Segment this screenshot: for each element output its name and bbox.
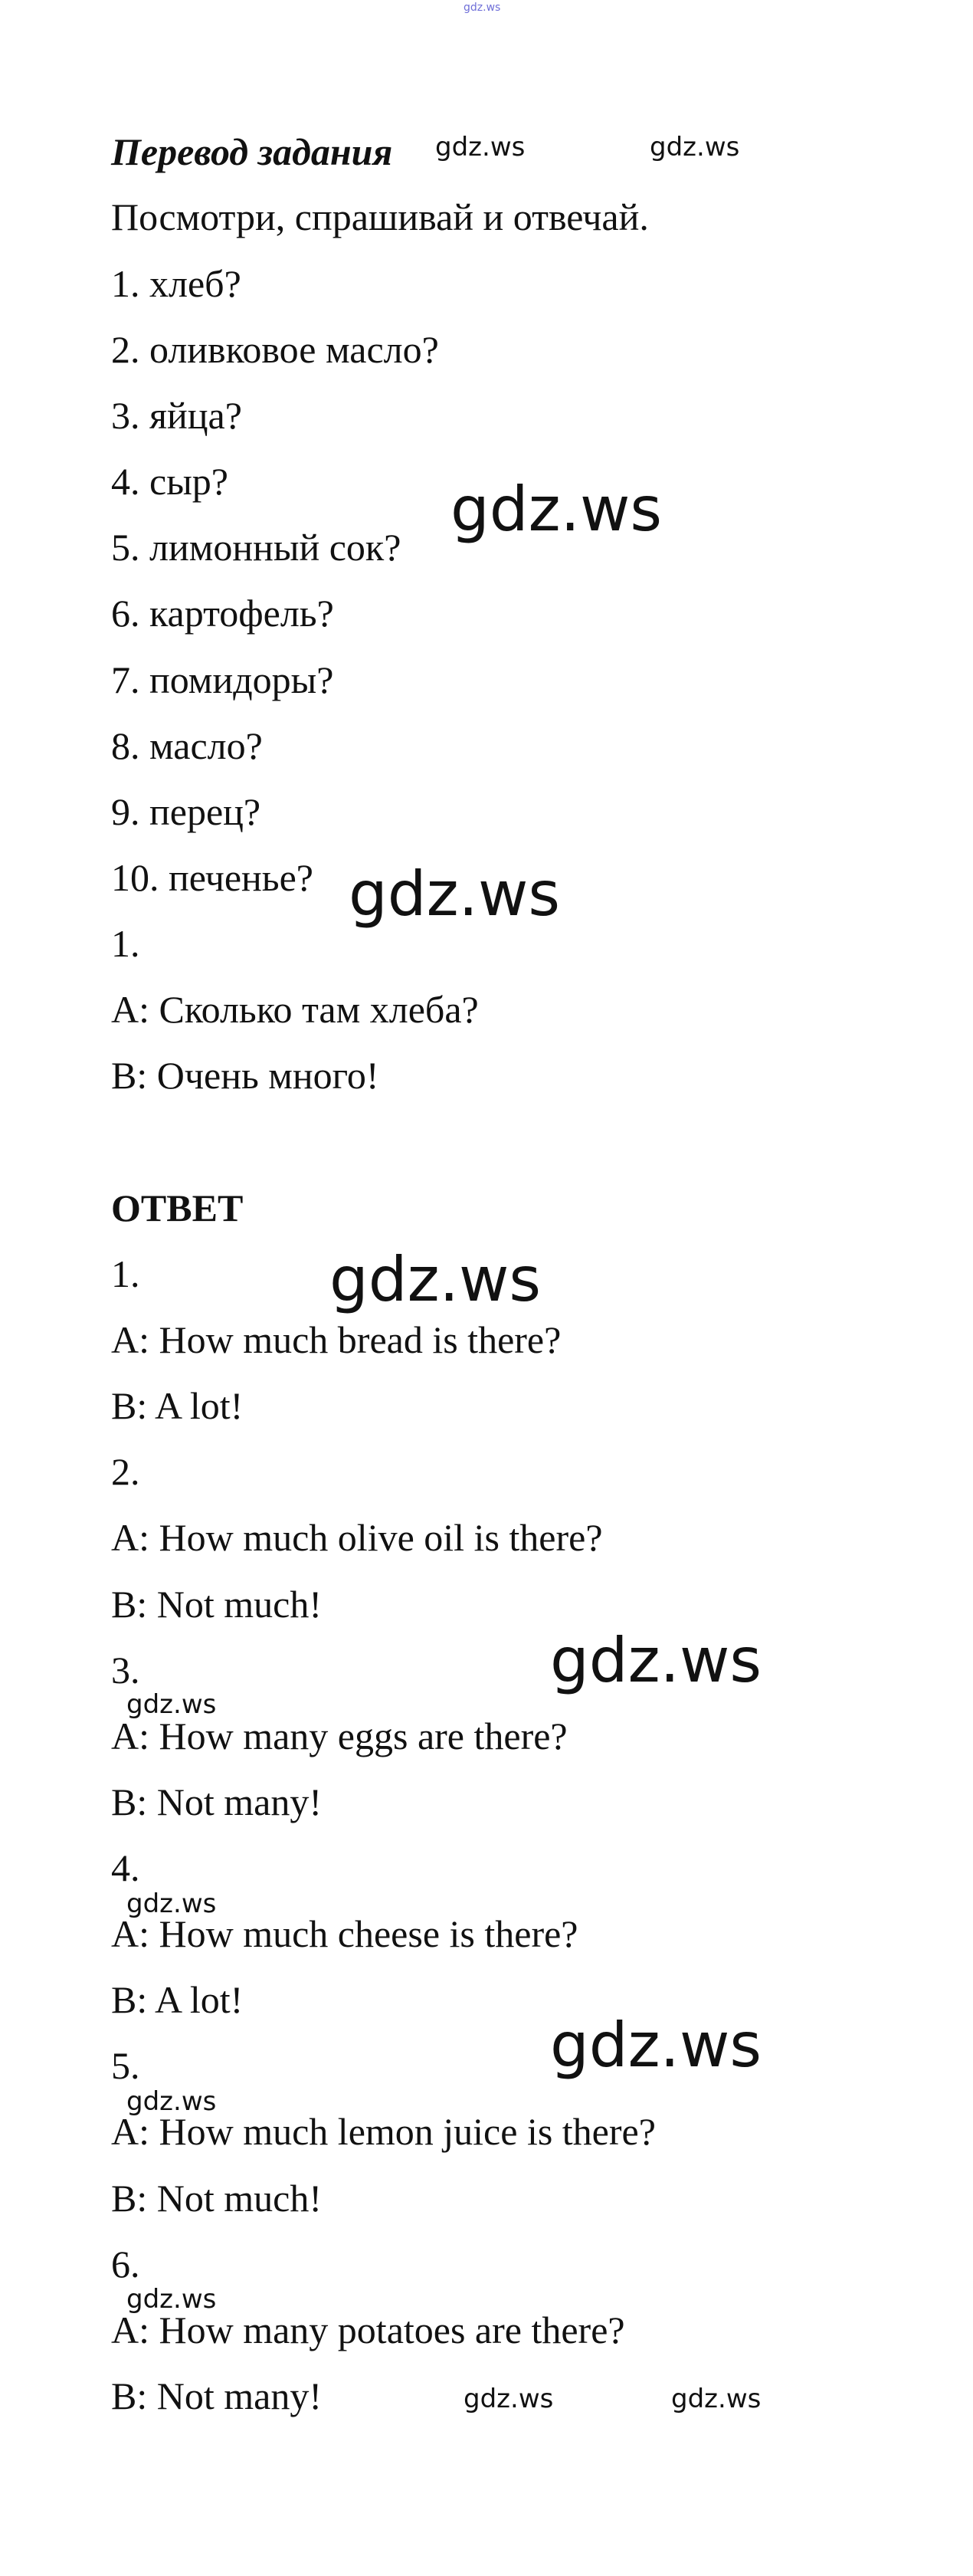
dialogue-number: 3. (111, 1649, 140, 1692)
dialogue-answer: B: Not much! (111, 2177, 322, 2220)
task-item: 10. печенье? (111, 856, 313, 899)
dialogue-question: A: How much cheese is there? (111, 1912, 578, 1955)
watermark: gdz.ws (329, 1244, 542, 1315)
answer-heading: ОТВЕТ (111, 1186, 244, 1229)
dialogue-answer: B: Not much! (111, 1583, 322, 1626)
dialogue-answer: B: A lot! (111, 1384, 244, 1427)
watermark: gdz.ws (126, 2086, 217, 2117)
watermark: gdz.ws (550, 2010, 762, 2081)
dialogue-question: A: How much olive oil is there? (111, 1516, 603, 1559)
task-item: 7. помидоры? (111, 658, 334, 701)
dialogue-question: A: How many potatoes are there? (111, 2309, 625, 2351)
dialogue-question: A: How much bread is there? (111, 1318, 562, 1361)
task-item: 4. сыр? (111, 460, 228, 503)
watermark: gdz.ws (349, 858, 561, 930)
task-instruction: Посмотри, спрашивай и отвечай. (111, 195, 649, 238)
dialogue-question: A: How many eggs are there? (111, 1715, 568, 1757)
dialogue-answer: B: Not many! (111, 2374, 322, 2417)
example-question: A: Сколько там хлеба? (111, 988, 479, 1031)
watermark-top: gdz.ws (464, 2, 501, 14)
task-item: 8. масло? (111, 724, 263, 767)
dialogue-answer: B: A lot! (111, 1978, 244, 2021)
dialogue-question: A: How much lemon juice is there? (111, 2110, 656, 2153)
watermark: gdz.ws (671, 2384, 762, 2414)
task-item: 1. хлеб? (111, 262, 241, 305)
dialogue-answer: B: Not many! (111, 1780, 322, 1823)
dialogue-number: 1. (111, 1252, 140, 1295)
task-title: Перевод задания (111, 130, 393, 173)
task-item: 2. оливковое масло? (111, 328, 439, 371)
example-answer: B: Очень много! (111, 1054, 379, 1097)
dialogue-number: 4. (111, 1846, 140, 1889)
dialogue-number: 5. (111, 2044, 140, 2087)
task-item: 3. яйца? (111, 394, 242, 437)
watermark: gdz.ws (464, 2384, 554, 2414)
task-item: 9. перец? (111, 790, 261, 833)
watermark: gdz.ws (435, 132, 526, 162)
watermark: gdz.ws (126, 2284, 217, 2315)
watermark: gdz.ws (650, 132, 740, 162)
example-number: 1. (111, 922, 140, 965)
watermark: gdz.ws (450, 474, 663, 545)
watermark: gdz.ws (126, 1689, 217, 1720)
watermark: gdz.ws (126, 1889, 217, 1919)
task-item: 6. картофель? (111, 592, 334, 635)
dialogue-number: 2. (111, 1450, 140, 1493)
task-item: 5. лимонный сок? (111, 526, 401, 569)
dialogue-number: 6. (111, 2243, 140, 2286)
watermark: gdz.ws (550, 1625, 762, 1696)
